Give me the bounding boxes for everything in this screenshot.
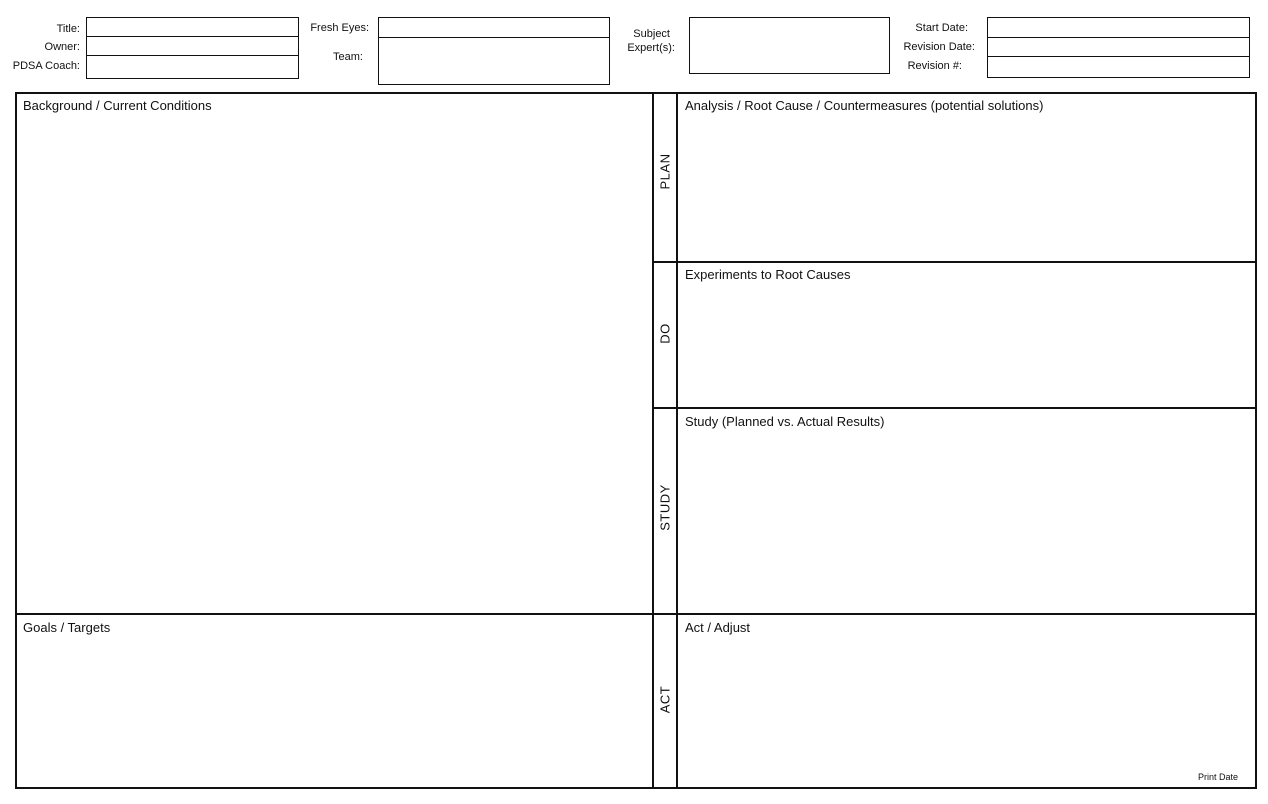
plan-do-divider xyxy=(652,261,1257,263)
do-study-divider xyxy=(652,407,1257,409)
revision-number-label: Revision #: xyxy=(907,60,962,72)
experiments-area[interactable] xyxy=(680,287,1254,404)
start-date-label: Start Date: xyxy=(915,22,968,34)
owner-label: Owner: xyxy=(44,41,80,53)
do-phase-label: DO xyxy=(657,323,673,344)
revision-date-field[interactable] xyxy=(987,37,1250,57)
main-act-divider xyxy=(15,613,1257,615)
goals-section-title: Goals / Targets xyxy=(23,620,111,635)
fresh-eyes-label: Fresh Eyes: xyxy=(310,22,369,34)
owner-field[interactable] xyxy=(86,36,299,56)
goals-area[interactable] xyxy=(18,640,650,785)
subject-label: Subject xyxy=(633,28,670,40)
background-section-title: Background / Current Conditions xyxy=(23,98,212,113)
title-label: Title: xyxy=(56,23,80,35)
team-label: Team: xyxy=(333,51,363,63)
pdsa-coach-label: PDSA Coach: xyxy=(12,60,80,72)
subject-experts-field[interactable] xyxy=(689,17,890,74)
phase-column-divider xyxy=(676,92,678,789)
study-phase-label: STUDY xyxy=(657,484,673,531)
fresh-eyes-field[interactable] xyxy=(378,17,610,38)
experts-label: Expert(s): xyxy=(627,42,675,54)
analysis-area[interactable] xyxy=(680,118,1254,258)
background-area[interactable] xyxy=(18,118,650,610)
print-date-label: Print Date xyxy=(1198,772,1239,782)
study-area[interactable] xyxy=(680,434,1254,610)
revision-date-label: Revision Date: xyxy=(903,41,975,53)
title-field[interactable] xyxy=(86,17,299,37)
start-date-field[interactable] xyxy=(987,17,1250,38)
study-section-title: Study (Planned vs. Actual Results) xyxy=(685,414,885,429)
experiments-section-title: Experiments to Root Causes xyxy=(685,267,851,282)
analysis-section-title: Analysis / Root Cause / Countermeasures (potential solutions) xyxy=(685,98,1044,113)
act-adjust-area[interactable] xyxy=(680,640,1254,770)
pdsa-coach-field[interactable] xyxy=(86,55,299,79)
team-field[interactable] xyxy=(378,37,610,85)
act-phase-label: ACT xyxy=(657,685,673,714)
revision-number-field[interactable] xyxy=(987,56,1250,78)
act-adjust-section-title: Act / Adjust xyxy=(685,620,751,635)
left-column-divider xyxy=(652,92,654,789)
plan-phase-label: PLAN xyxy=(657,153,673,190)
